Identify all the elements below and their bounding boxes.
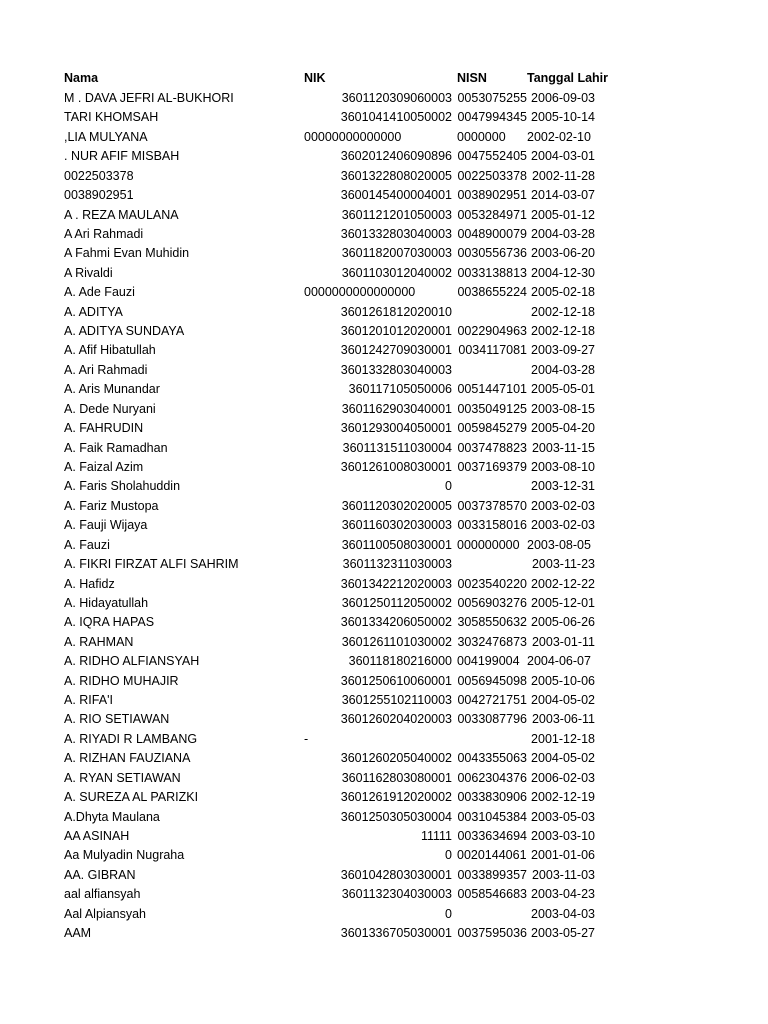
table-row (0, 341, 768, 360)
table-row (0, 419, 768, 438)
header-nama[interactable]: Nama (64, 71, 99, 85)
cell-nama[interactable]: TARI KHOMSAH (64, 110, 159, 125)
cell-tanggal-lahir[interactable]: 2004-06-07 (527, 654, 591, 669)
cell-nama[interactable]: A. Afif Hibatullah (64, 343, 156, 358)
cell-nama[interactable]: A. RIDHO ALFIANSYAH (64, 654, 200, 669)
table-row (0, 613, 768, 632)
cell-nik[interactable]: 3601261812020010 (340, 304, 452, 319)
cell-tanggal-lahir[interactable]: 2001-01-06 (531, 848, 595, 863)
table-row (0, 594, 768, 613)
cell-nisn[interactable]: 0033158016 (457, 518, 527, 533)
cell-nisn[interactable]: 0053284971 (457, 207, 527, 222)
cell-tanggal-lahir[interactable]: 2003-01-11 (531, 634, 595, 649)
cell-nik[interactable]: 3601342212020003 (340, 576, 452, 591)
table-row (0, 303, 768, 322)
cell-nik[interactable]: 00000000000000 (304, 129, 402, 144)
cell-nisn[interactable]: 3058550632 (457, 615, 527, 630)
cell-tanggal-lahir[interactable]: 2002-12-22 (531, 576, 595, 591)
cell-tanggal-lahir[interactable]: 2004-03-28 (531, 226, 595, 241)
cell-tanggal-lahir[interactable]: 2002-11-28 (531, 168, 595, 183)
cell-nama[interactable]: A. Fauji Wijaya (64, 518, 148, 533)
cell-nik[interactable]: 3602012406090896 (340, 149, 452, 164)
cell-tanggal-lahir[interactable]: 2005-02-18 (531, 285, 595, 300)
cell-nik[interactable]: 3601242709030001 (340, 343, 452, 358)
cell-nama[interactable]: A. ADITYA SUNDAYA (64, 324, 185, 339)
cell-nama[interactable]: A. FIKRI FIRZAT ALFI SAHRIM (64, 557, 239, 572)
table-row (0, 633, 768, 652)
cell-tanggal-lahir[interactable]: 2002-12-18 (531, 324, 595, 339)
cell-nama[interactable]: A. Faik Ramadhan (64, 440, 168, 455)
table-row (0, 536, 768, 555)
cell-nisn[interactable]: 0062304376 (457, 770, 527, 785)
cell-nama[interactable]: A . REZA MAULANA (64, 207, 179, 222)
table-row (0, 206, 768, 225)
cell-nisn[interactable]: 0034117081 (458, 343, 527, 358)
cell-nama[interactable]: AA ASINAH (64, 828, 130, 843)
cell-tanggal-lahir[interactable]: 2004-05-02 (531, 693, 595, 708)
cell-nik[interactable]: 3601041410050002 (340, 110, 452, 125)
cell-nisn[interactable]: 004199004 (457, 654, 520, 669)
cell-tanggal-lahir[interactable]: 2003-11-23 (531, 557, 595, 572)
cell-tanggal-lahir[interactable]: 2005-04-20 (531, 421, 595, 436)
cell-nisn[interactable]: 0051447101 (457, 382, 527, 397)
header-nik[interactable]: NIK (304, 71, 326, 85)
cell-tanggal-lahir[interactable]: 2005-12-01 (531, 595, 595, 610)
cell-nisn[interactable]: 0033087796 (457, 712, 527, 727)
table-row (0, 652, 768, 671)
cell-tanggal-lahir[interactable]: 2002-02-10 (527, 129, 591, 144)
table-row (0, 361, 768, 380)
table-row (0, 477, 768, 496)
table-row (0, 322, 768, 341)
header-nisn[interactable]: NISN (457, 71, 487, 85)
cell-nama[interactable]: A.Dhyta Maulana (64, 809, 160, 824)
cell-nama[interactable]: A. Dede Nuryani (64, 401, 156, 416)
cell-tanggal-lahir[interactable]: 2005-01-12 (531, 207, 595, 222)
table-row (0, 788, 768, 807)
cell-nik[interactable]: 3601261101030002 (341, 634, 452, 649)
cell-nama[interactable]: A. RIFA'I (64, 693, 113, 708)
cell-nama[interactable]: A. Hidayatullah (64, 595, 149, 610)
cell-nisn[interactable]: 0030556736 (457, 246, 527, 261)
cell-nik[interactable]: 3601042803030001 (340, 867, 452, 882)
cell-nisn[interactable]: 0053075255 (457, 91, 527, 105)
table-row (0, 400, 768, 419)
cell-nama[interactable]: A. Faris Sholahuddin (64, 479, 181, 494)
table-row (0, 885, 768, 904)
cell-nisn[interactable]: 0000000 (457, 129, 506, 144)
cell-nisn[interactable]: 0047994345 (457, 110, 527, 125)
cell-tanggal-lahir[interactable]: 2003-08-15 (531, 401, 595, 416)
cell-nama[interactable]: A. IQRA HAPAS (64, 615, 155, 630)
cell-nisn[interactable]: 0038902951 (457, 188, 527, 203)
table-row (0, 244, 768, 263)
cell-nik[interactable]: 3601160302030003 (341, 518, 452, 533)
cell-nik[interactable]: 3601322808020005 (340, 168, 452, 183)
cell-nik[interactable]: 3601121201050003 (341, 207, 452, 222)
cell-nama[interactable]: A Ari Rahmadi (64, 226, 144, 241)
cell-nama[interactable]: A. RIO SETIAWAN (64, 712, 170, 727)
cell-nisn[interactable]: 0020144061 (457, 848, 527, 863)
table-row (0, 730, 768, 749)
cell-nama[interactable]: ,LIA MULYANA (64, 129, 148, 144)
cell-nama[interactable]: A. RIYADI R LAMBANG (64, 731, 198, 746)
cell-tanggal-lahir[interactable]: 2003-11-03 (531, 867, 595, 882)
table-row (0, 749, 768, 768)
cell-nisn[interactable]: 0056903276 (457, 595, 527, 610)
cell-nisn[interactable]: 0023540220 (457, 576, 527, 591)
cell-nik[interactable]: 3601336705030001 (340, 926, 452, 941)
cell-tanggal-lahir[interactable]: 2014-03-07 (531, 188, 595, 203)
cell-tanggal-lahir[interactable]: 2003-05-27 (531, 926, 595, 941)
cell-nisn[interactable]: 0038655224 (457, 285, 527, 300)
cell-tanggal-lahir[interactable]: 2003-09-27 (531, 343, 595, 358)
cell-tanggal-lahir[interactable]: 2004-12-30 (531, 265, 595, 280)
cell-nama[interactable]: A. Fariz Mustopa (64, 498, 159, 513)
table-row (0, 283, 768, 302)
cell-nik[interactable]: 3601120302020005 (341, 498, 452, 513)
cell-tanggal-lahir[interactable]: 2006-09-03 (531, 91, 595, 105)
cell-nama[interactable]: A. RYAN SETIAWAN (64, 770, 181, 785)
cell-nisn[interactable]: 0037478823 (457, 440, 527, 455)
cell-nisn[interactable]: 0033899357 (457, 867, 527, 882)
cell-tanggal-lahir[interactable]: 2004-03-01 (531, 149, 595, 164)
cell-nik[interactable]: 3601255102110003 (341, 693, 452, 708)
cell-nik[interactable]: 3601261008030001 (340, 459, 452, 474)
cell-tanggal-lahir[interactable]: 2002-12-19 (531, 790, 595, 805)
cell-nik[interactable]: 11111 (420, 828, 452, 843)
cell-nama[interactable]: aal alfiansyah (64, 887, 141, 902)
cell-nik[interactable]: 3601120309060003 (341, 91, 452, 105)
table-row (0, 827, 768, 846)
cell-nik[interactable]: 3601250305030004 (340, 809, 452, 824)
cell-nama[interactable]: A. Hafidz (64, 576, 115, 591)
cell-tanggal-lahir[interactable]: 2001-12-18 (531, 731, 595, 746)
cell-nik[interactable]: - (304, 731, 309, 746)
cell-tanggal-lahir[interactable]: 2006-02-03 (531, 770, 595, 785)
cell-nisn[interactable]: 0037378570 (457, 498, 527, 513)
table-row (0, 380, 768, 399)
cell-nik[interactable]: 3601334206050002 (340, 615, 452, 630)
table-row (0, 846, 768, 865)
cell-tanggal-lahir[interactable]: 2005-10-06 (531, 673, 595, 688)
cell-nisn[interactable]: 0033138813 (457, 265, 527, 280)
cell-nik[interactable]: 3601182007030003 (341, 246, 452, 261)
cell-nama[interactable]: A Rivaldi (64, 265, 113, 280)
cell-tanggal-lahir[interactable]: 2005-10-14 (531, 110, 595, 125)
table-row (0, 128, 768, 147)
header-tanggal-lahir[interactable]: Tanggal Lahir (527, 71, 609, 85)
header-row (0, 69, 768, 88)
table-row (0, 672, 768, 691)
cell-nik[interactable]: 3601100508030001 (341, 537, 452, 552)
table-row (0, 710, 768, 729)
table-row (0, 264, 768, 283)
cell-tanggal-lahir[interactable]: 2003-08-10 (531, 459, 595, 474)
cell-nik[interactable]: 3601332803040003 (340, 226, 452, 241)
cell-nik[interactable]: 360117105050006 (348, 382, 452, 397)
table-row (0, 458, 768, 477)
cell-nik[interactable]: 3601132304030003 (341, 887, 452, 902)
table-row (0, 555, 768, 574)
cell-nisn[interactable]: 0037169379 (457, 459, 527, 474)
cell-nisn[interactable]: 0042721751 (457, 693, 527, 708)
cell-nisn[interactable]: 000000000 (457, 537, 520, 552)
cell-nama[interactable]: A. Fauzi (64, 537, 110, 552)
cell-tanggal-lahir[interactable]: 2004-05-02 (531, 751, 595, 766)
cell-nik[interactable]: 0 (445, 848, 452, 863)
cell-nik[interactable]: 3600145400004001 (340, 188, 452, 203)
cell-nik[interactable]: 0000000000000000 (304, 285, 416, 300)
table-row (0, 89, 768, 108)
cell-nisn[interactable]: 0058546683 (457, 887, 527, 902)
cell-nik[interactable]: 0 (445, 906, 452, 921)
table-row (0, 769, 768, 788)
cell-nama[interactable]: A. RIDHO MUHAJIR (64, 673, 179, 688)
cell-nisn[interactable]: 0022904963 (457, 324, 527, 339)
cell-nik[interactable]: 3601261912020002 (340, 790, 452, 805)
cell-nisn[interactable]: 0048900079 (457, 226, 527, 241)
cell-nisn[interactable]: 0031045384 (457, 809, 527, 824)
cell-nik[interactable]: 3601250112050002 (341, 595, 452, 610)
cell-tanggal-lahir[interactable]: 2003-02-03 (531, 518, 595, 533)
cell-nisn[interactable]: 0033634694 (457, 828, 527, 843)
cell-nisn[interactable]: 0033830906 (457, 790, 527, 805)
cell-nik[interactable]: 3601162903040001 (341, 401, 452, 416)
cell-nik[interactable]: 3601250610060001 (340, 673, 452, 688)
cell-tanggal-lahir[interactable]: 2005-05-01 (531, 382, 595, 397)
cell-nama[interactable]: 0022503378 (64, 168, 134, 183)
cell-nik[interactable]: 3601332803040003 (340, 362, 452, 377)
cell-tanggal-lahir[interactable]: 2003-11-15 (531, 440, 595, 455)
table-row (0, 167, 768, 186)
cell-nisn[interactable]: 0037595036 (457, 926, 527, 941)
table-row (0, 516, 768, 535)
cell-nama[interactable]: . NUR AFIF MISBAH (64, 149, 180, 164)
cell-nama[interactable]: A. Ari Rahmadi (64, 362, 148, 377)
cell-nama[interactable]: A. SUREZA AL PARIZKI (64, 790, 199, 805)
table-row (0, 147, 768, 166)
cell-tanggal-lahir[interactable]: 2003-12-31 (531, 479, 595, 494)
table-row (0, 924, 768, 943)
cell-nisn[interactable]: 0035049125 (457, 401, 527, 416)
table-row (0, 808, 768, 827)
table-row (0, 108, 768, 127)
cell-nik[interactable]: 0 (445, 479, 452, 494)
cell-nisn[interactable]: 0022503378 (457, 168, 527, 183)
cell-nama[interactable]: A Fahmi Evan Muhidin (64, 246, 190, 261)
cell-tanggal-lahir[interactable]: 2003-08-05 (527, 537, 591, 552)
cell-tanggal-lahir[interactable]: 2003-04-23 (531, 887, 595, 902)
cell-nik[interactable]: 3601131511030004 (342, 440, 452, 455)
cell-nik[interactable]: 3601293004050001 (340, 421, 452, 436)
cell-tanggal-lahir[interactable]: 2003-06-20 (531, 246, 595, 261)
cell-nama[interactable]: AAM (64, 926, 92, 941)
cell-nik[interactable]: 3601103012040002 (341, 265, 452, 280)
cell-nik[interactable]: 360118180216000 (348, 654, 452, 669)
cell-nama[interactable]: A. Ade Fauzi (64, 285, 135, 300)
cell-nama[interactable]: A. Faizal Azim (64, 459, 144, 474)
table-row (0, 866, 768, 885)
cell-nama[interactable]: Aal Alpiansyah (64, 906, 147, 921)
cell-nama[interactable]: A. RAHMAN (64, 634, 134, 649)
cell-tanggal-lahir[interactable]: 2002-12-18 (531, 304, 595, 319)
cell-nama[interactable]: A. ADITYA (64, 304, 123, 319)
cell-nik[interactable]: 3601132311030003 (342, 557, 452, 572)
cell-nisn[interactable]: 0059845279 (457, 421, 527, 436)
cell-tanggal-lahir[interactable]: 2003-06-11 (531, 712, 595, 727)
table-row (0, 575, 768, 594)
cell-nik[interactable]: 3601260204020003 (340, 712, 452, 727)
cell-nik[interactable]: 3601201012020001 (340, 324, 452, 339)
cell-tanggal-lahir[interactable]: 2005-06-26 (531, 615, 595, 630)
cell-nisn[interactable]: 0047552405 (457, 149, 527, 164)
cell-nama[interactable]: 0038902951 (64, 188, 134, 203)
table-row (0, 225, 768, 244)
cell-tanggal-lahir[interactable]: 2003-02-03 (531, 498, 595, 513)
cell-nama[interactable]: M . DAVA JEFRI AL-BUKHORI (64, 91, 234, 105)
cell-nik[interactable]: 3601260205040002 (340, 751, 452, 766)
cell-tanggal-lahir[interactable]: 2003-05-03 (531, 809, 595, 824)
cell-nama[interactable]: A. FAHRUDIN (64, 421, 144, 436)
cell-nisn[interactable]: 3032476873 (457, 634, 527, 649)
table-row (0, 691, 768, 710)
cell-nik[interactable]: 3601162803080001 (341, 770, 452, 785)
cell-tanggal-lahir[interactable]: 2003-03-10 (531, 828, 595, 843)
table-row (0, 905, 768, 924)
table-row (0, 497, 768, 516)
cell-nama[interactable]: A. RIZHAN FAUZIANA (64, 751, 191, 766)
cell-nama[interactable]: AA. GIBRAN (64, 867, 136, 882)
cell-tanggal-lahir[interactable]: 2003-04-03 (531, 906, 595, 921)
cell-nama[interactable]: A. Aris Munandar (64, 382, 160, 397)
table-row (0, 439, 768, 458)
cell-nama[interactable]: Aa Mulyadin Nugraha (64, 848, 185, 863)
table-row (0, 186, 768, 205)
cell-nisn[interactable]: 0056945098 (457, 673, 527, 688)
cell-nisn[interactable]: 0043355063 (457, 751, 527, 766)
cell-tanggal-lahir[interactable]: 2004-03-28 (531, 362, 595, 377)
